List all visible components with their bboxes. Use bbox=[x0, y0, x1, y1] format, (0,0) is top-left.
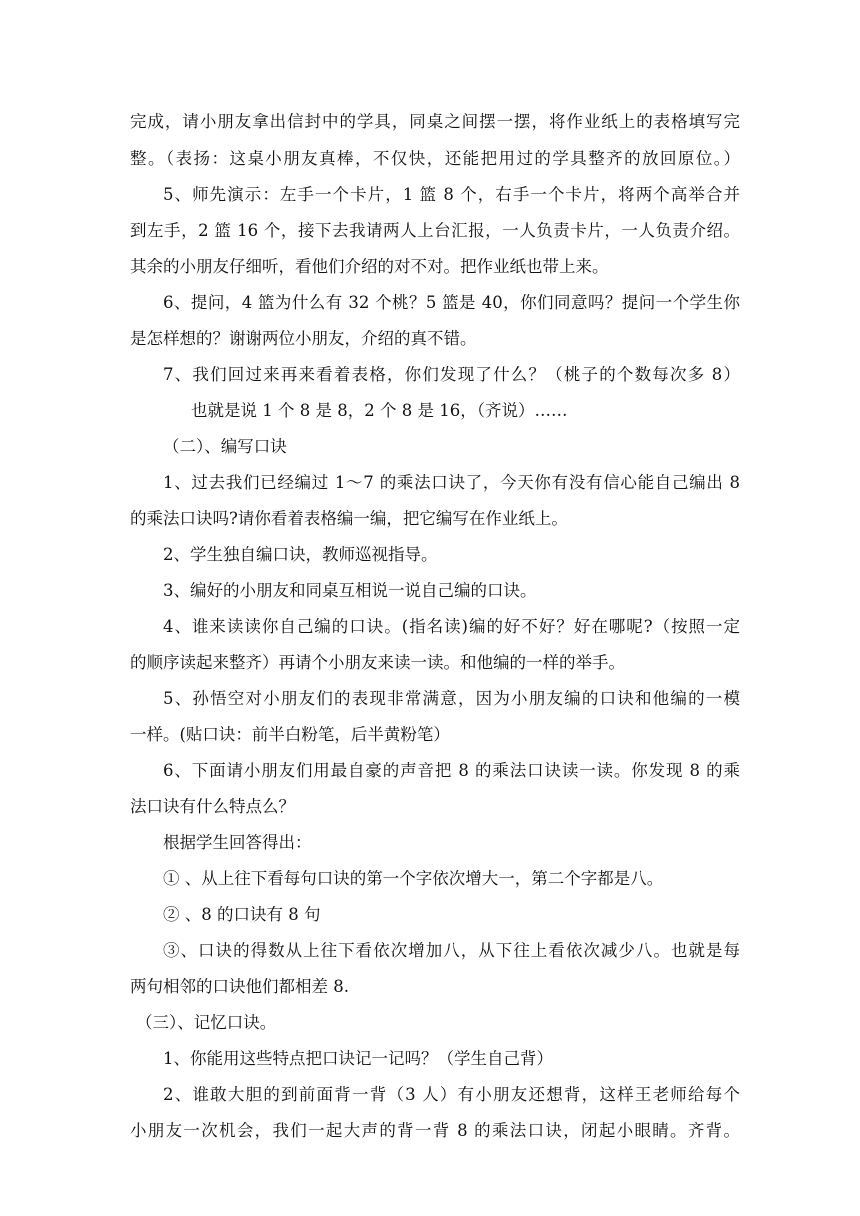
section-heading: （二）、编写口诀 bbox=[163, 437, 287, 456]
text-line: 根据学生回答得出： bbox=[163, 833, 312, 852]
text-line: ③、口诀的得数从上往下看依次增加八，从下往上看依次减少八。也就是每 bbox=[163, 941, 740, 960]
text-line: 的顺序读起来整齐）再请个小朋友来读一读。和他编的一样的举手。 bbox=[130, 653, 625, 672]
text-line: 7、我们回过来再来看着表格，你们发现了什么？（桃子的个数每次多 8） bbox=[163, 365, 740, 384]
text-line: 1、过去我们已经编过 1～7 的乘法口诀了，今天你有没有信心能自己编出 8 bbox=[163, 473, 740, 492]
text-line: 5、孙悟空对小朋友们的表现非常满意，因为小朋友编的口诀和他编的一模 bbox=[163, 689, 740, 708]
text-line: 是怎样想的？谢谢两位小朋友，介绍的真不错。 bbox=[130, 329, 477, 348]
text-line: ② 、8 的口诀有 8 句 bbox=[163, 905, 321, 924]
text-line: 也就是说 1 个 8 是 8，2 个 8 是 16，（齐说）…… bbox=[191, 401, 568, 420]
text-line: 3、编好的小朋友和同桌互相说一说自己编的口诀。 bbox=[163, 581, 537, 600]
text-line: 两句相邻的口诀他们都相差 8. bbox=[130, 977, 349, 996]
text-line: ① 、从上往下看每句口诀的第一个字依次增大一，第二个字都是八。 bbox=[163, 869, 664, 888]
text-line: 其余的小朋友仔细听，看他们介绍的对不对。把作业纸也带上来。 bbox=[130, 257, 609, 276]
text-line: 4、谁来读读你自己编的口诀。(指名读)编的好不好？好在哪呢?（按照一定 bbox=[163, 617, 740, 636]
text-line: 6、提问，4 篮为什么有 32 个桃？5 篮是 40，你们同意吗？提问一个学生你 bbox=[163, 293, 740, 312]
text-line: 1、你能用这些特点把口诀记一记吗？（学生自己背） bbox=[163, 1049, 553, 1068]
text-line: 法口诀有什么特点么？ bbox=[130, 797, 295, 816]
text-line: 5、师先演示：左手一个卡片，1 篮 8 个，右手一个卡片，将两个高举合并 bbox=[163, 185, 740, 204]
text-line: 完成，请小朋友拿出信封中的学具，同桌之间摆一摆，将作业纸上的表格填写完 bbox=[130, 112, 740, 131]
text-line: 到左手，2 篮 16 个，接下去我请两人上台汇报，一人负责卡片，一人负责介绍。 bbox=[130, 221, 740, 240]
text-line: 小朋友一次机会，我们一起大声的背一背 8 的乘法口诀，闭起小眼睛。齐背。 bbox=[130, 1121, 740, 1140]
text-line: 的乘法口诀吗?请你看着表格编一编，把它编写在作业纸上。 bbox=[130, 509, 568, 528]
text-line: 一样。(贴口诀：前半白粉笔，后半黄粉笔） bbox=[130, 725, 450, 744]
text-line: 6、下面请小朋友们用最自豪的声音把 8 的乘法口诀读一读。你发现 8 的乘 bbox=[163, 761, 740, 780]
text-line: 2、学生独自编口诀，教师巡视指导。 bbox=[163, 545, 438, 564]
text-line: 整。（表扬：这桌小朋友真棒，不仅快，还能把用过的学具整齐的放回原位。） bbox=[130, 149, 740, 168]
section-heading: （三）、记忆口诀。 bbox=[136, 1013, 277, 1032]
text-line: 2、谁敢大胆的到前面背一背（3 人）有小朋友还想背，这样王老师给每个 bbox=[163, 1085, 740, 1104]
